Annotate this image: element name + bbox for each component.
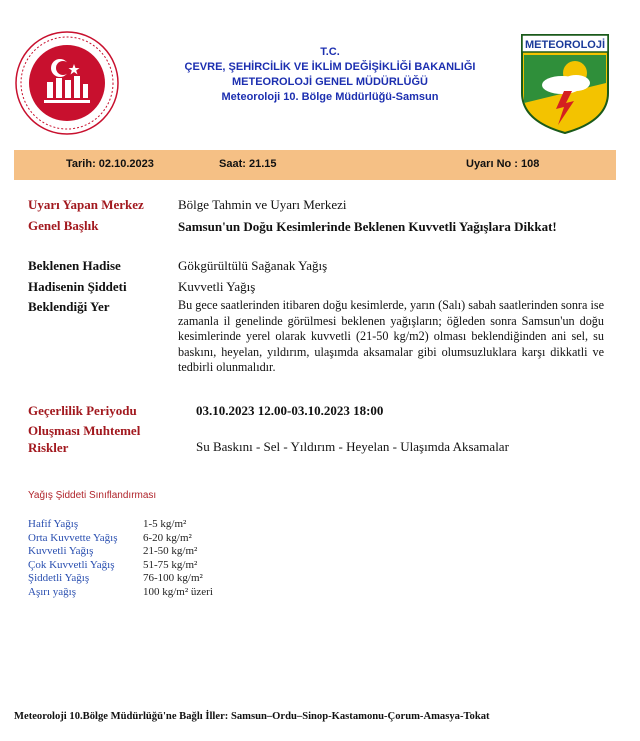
center-label: Uyarı Yapan Merkez [28,197,144,212]
ministry-logo [14,30,120,136]
warning-number: Uyarı No : 108 [466,158,540,170]
header-tc: T.C. [320,46,340,58]
classification-value: 1-5 kg/m² [143,518,187,530]
event-value: Gökgürültülü Sağanak Yağış [178,258,328,273]
header-regional-office: Meteoroloji 10. Bölge Müdürlüğü-Samsun [221,91,439,103]
center-value: Bölge Tahmin ve Uyarı Merkezi [178,197,347,212]
classification-name: Çok Kuvvetli Yağış [28,558,115,571]
title-value: Samsun'un Doğu Kesimlerinde Beklenen Kuvvetli Yağışlara Dikkat! [178,219,557,234]
svg-text:METEOROLOJİ: METEOROLOJİ [524,39,606,51]
period-label: Geçerlilik Periyodu [28,403,137,418]
event-label: Beklenen Hadise [28,258,121,273]
classification-name: Aşırı yağış [28,585,76,598]
classification-title: Yağış Şiddeti Sınıflandırması [28,490,157,501]
classification-name: Orta Kuvvette Yağış [28,531,118,544]
classification-value: 6-20 kg/m² [143,531,192,544]
classification-name: Kuvvetli Yağış [28,545,94,557]
header-ministry: ÇEVRE, ŞEHİRCİLİK VE İKLİM DEĞİŞİKLİĞİ BAKANLIĞI [184,61,476,73]
period-value: 03.10.2023 12.00-03.10.2023 18:00 [196,403,384,418]
risk-label-line1: Oluşması Muhtemel [28,423,141,438]
classification-value: 21-50 kg/m² [143,545,198,557]
risk-value: Su Baskını - Sel - Yıldırım - Heyelan - Ulaşımda Aksamalar [196,439,509,454]
classification-value: 100 kg/m² üzeri [143,585,213,598]
classification-name: Şiddetli Yağış [28,572,90,584]
intensity-label: Hadisenin Şiddeti [28,279,127,294]
date-text: Tarih: 02.10.2023 [66,158,154,170]
meteorology-logo [520,33,610,135]
intensity-value: Kuvvetli Yağış [178,279,256,294]
classification-value: 76-100 kg/m² [143,572,203,584]
footer-provinces: Meteoroloji 10.Bölge Müdürlüğü'ne Bağlı İller: Samsun–Ordu–Sinop-Kastamonu-Çorum-Amasya-Tokat [14,711,490,722]
risk-label-line2: Riskler [28,440,69,455]
classification-name: Hafif Yağış [28,518,79,530]
info-band [14,150,616,180]
place-description: Bu gece saatlerinden itibaren doğu kesimlerde, yarın (Salı) sabah saatlerinden sonra ise zamanla il genelinde görülmesi beklenen yağışların; öğleden sonra Samsun'un doğu kesimlerinde yerel olarak kuvvetli (21-50 kg/m2) olması beklendiğinden ani sel, su baskını, heyelan, yıldırım, ulaşımda aksamalar gibi olumsuzluklara karşı dikkatli ve tedbirli olunmalıdır. [178,298,604,375]
classification-value: 51-75 kg/m² [143,558,198,571]
place-label: Beklendiği Yer [28,299,110,314]
title-label: Genel Başlık [28,218,99,233]
header-directorate: METEOROLOJİ GENEL MÜDÜRLÜĞÜ [232,76,428,88]
time-text: Saat: 21.15 [219,158,277,170]
